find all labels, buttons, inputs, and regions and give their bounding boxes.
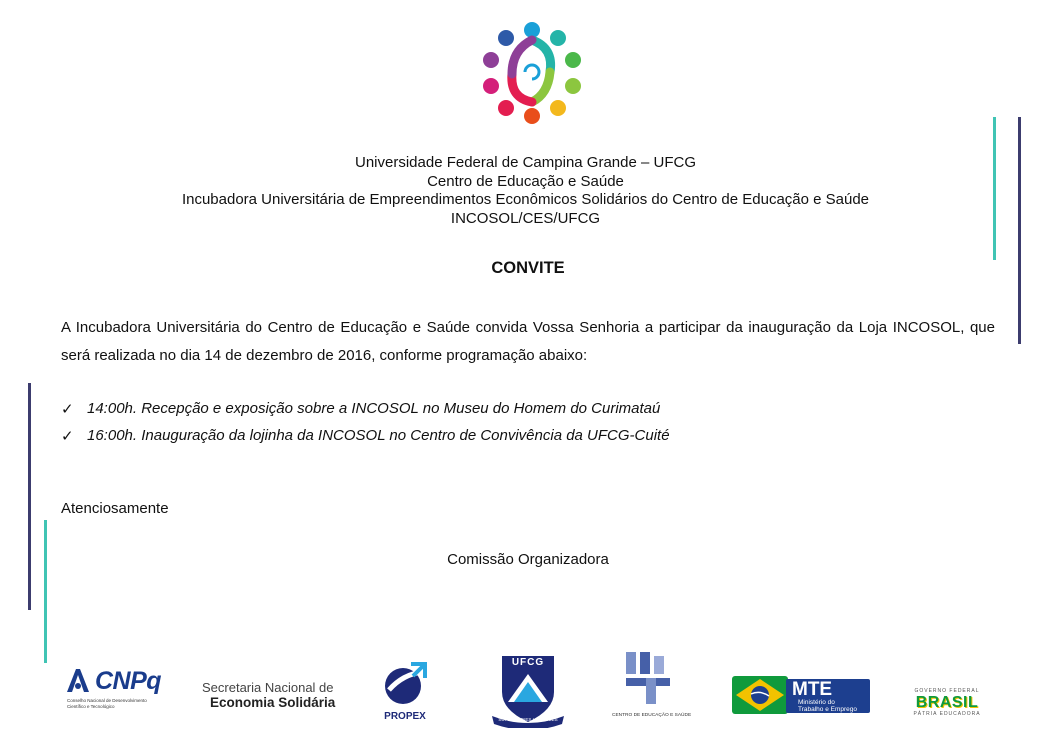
document-title: CONVITE: [491, 259, 565, 277]
propex-symbol-icon: [381, 660, 429, 706]
sign-off: Atenciosamente: [61, 500, 169, 517]
mte-subtitle-2: Trabalho e Emprego: [798, 706, 858, 713]
people-circle-icon: [483, 22, 581, 124]
brasil-gov-logo: [897, 688, 997, 718]
program-item: [61, 422, 670, 449]
decorative-line-navy-left: [28, 383, 31, 610]
program-item-text: 14:00h. Recepção e exposição sobre a INCOSOL no Museu do Homem do Curimataú: [87, 400, 661, 417]
propex-logo: [381, 660, 429, 724]
cnpq-symbol-icon: [63, 666, 93, 696]
decorative-line-teal-left: [44, 520, 47, 663]
invitation-paragraph: A Incubadora Universitária do Centro de Educação e Saúde convida Vossa Senhoria a participar da inauguração da Loja INCOSOL, que será realizada no dia 14 de dezembro de 2016, conforme programação abaixo:: [61, 319, 995, 364]
ces-name: CENTRO DE EDUCAÇÃO E SAÚDE: [612, 713, 692, 718]
mte-box: [786, 679, 870, 713]
check-icon: ✓: [61, 400, 74, 418]
propex-name: PROPEX: [384, 711, 426, 722]
committee-signature: Comissão Organizadora: [447, 551, 609, 568]
cnpq-name: CNPq: [95, 667, 162, 695]
mte-name: MTE: [792, 679, 833, 700]
cnpq-subtitle-1: Conselho Nacional de Desenvolvimento: [67, 698, 147, 703]
ces-logo: [612, 650, 692, 718]
header-incubator: Incubadora Universitária de Empreendimentos Econômicos Solidários do Centro de Educação e Saúde: [181, 191, 870, 209]
brazil-flag-icon: [732, 676, 788, 714]
ufcg-name: UFCG: [511, 657, 545, 668]
incosol-logo: [478, 18, 586, 126]
ces-cross-icon: [612, 650, 682, 706]
brasil-top-text: GOVERNO FEDERAL: [914, 688, 980, 694]
program-list: [61, 395, 670, 449]
cnpq-subtitle-2: Científico e Tecnológico: [67, 704, 115, 709]
cnpq-logo: [63, 666, 171, 710]
mte-subtitle-1: Ministério do: [798, 699, 835, 706]
header-acronym: INCOSOL/CES/UFCG: [450, 209, 601, 227]
institution-header: [0, 154, 1051, 228]
brasil-name: BRASIL: [915, 694, 979, 711]
senaes-logo: [202, 680, 347, 716]
check-icon: ✓: [61, 427, 74, 445]
decorative-line-navy-right: [1018, 117, 1021, 344]
ufcg-motto: SUPRA OMNES LUX LUCES: [498, 717, 558, 722]
program-item-text: 16:00h. Inauguração da lojinha da INCOSOL no Centro de Convivência da UFCG-Cuité: [87, 427, 670, 444]
header-university: Universidade Federal de Campina Grande – UFCG: [355, 154, 696, 171]
senaes-line-1: Secretaria Nacional de: [202, 680, 334, 695]
ufcg-logo: [488, 652, 568, 728]
mte-logo: [732, 676, 870, 714]
senaes-line-2: Economia Solidária: [210, 695, 336, 710]
program-item: [61, 395, 670, 422]
brasil-bottom-text: PÁTRIA EDUCADORA: [913, 711, 981, 717]
header-center: Centro de Educação e Saúde: [427, 172, 624, 190]
